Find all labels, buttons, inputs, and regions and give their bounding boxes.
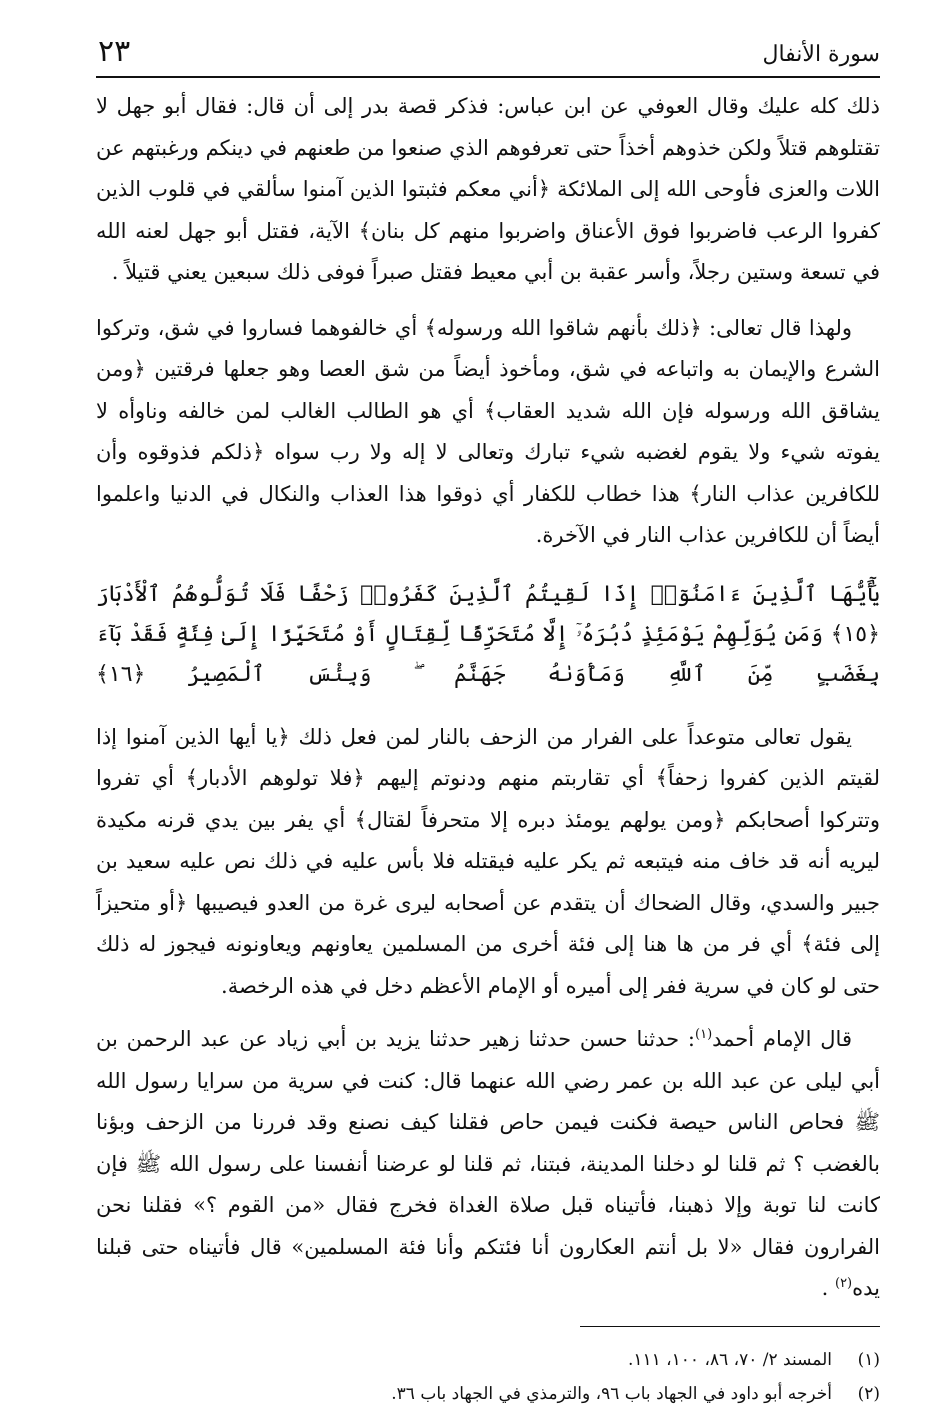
footnote-number: (١): [857, 1349, 880, 1370]
footnote-text: أخرجه أبو داود في الجهاد باب ٩٦، والترمذي في الجهاد باب ٣٦.: [391, 1383, 832, 1404]
footnotes: [96, 1343, 880, 1411]
paragraph-1: ذلك كله عليك وقال العوفي عن ابن عباس: فذكر قصة بدر إلى أن قال: فقال أبو جهل لا تقتلوهم قتلاً ولكن خذوهم أخذاً حتى تعرفوهم الذي صنعوا من طعنهم في دينكم ورغبتهم عن اللات والعزى فأوحى الله إلى الملائكة ﴿أني معكم فثبتوا الذين آمنوا سألقي في قلوب الذين كفروا الرعب فاضربوا فوق الأعناق واضربوا منهم كل بنان﴾ الآية، فقتل أبو جهل لعنه الله في تسعة وستين رجلاً، وأسر عقبة بن أبي معيط فقتل صبراً فوفى ذلك سبعين يعني قتيلاً .: [96, 94, 880, 284]
page-number: ٢٣: [98, 34, 131, 69]
paragraph-4: [96, 1019, 880, 1310]
paragraph-4-start: قال الإمام أحمد: [712, 1027, 852, 1051]
paragraph-4-end: .: [821, 1276, 835, 1300]
paragraph-4-body: : حدثنا حسن حدثنا زهير حدثنا يزيد بن أبي زياد عن عبد الرحمن بن أبي ليلى عن عبد الله بن عمر رضي الله عنهما قال: كنت في سرية من سرايا رسول الله ﷺ فحاص الناس حيصة فكنت فيمن حاص فقلنا كيف نصنع وقد فررنا من الزحف وبؤنا بالغضب ؟ ثم قلنا لو دخلنا المدينة، فبتنا، ثم قلنا لو عرضنا أنفسنا على رسول الله ﷺ فإن كانت لنا توبة وإلا ذهبنا، فأتيناه قبل صلاة الغداة فخرج فقال «من القوم ؟» فقلنا نحن الفرارون فقال «لا بل أنتم العكارون أنا فئتكم وأنا فئة المسلمين» قال فأتيناه حتى قبلنا يده: [96, 1027, 880, 1300]
paragraph-2: ولهذا قال تعالى: ﴿ذلك بأنهم شاقوا الله ورسوله﴾ أي خالفوهما فساروا في شق، وتركوا الشرع والإيمان به واتباعه في شق، ومأخوذ أيضاً من شق العصا وهو جعلها فرقتين ﴿ومن يشاقق الله ورسوله فإن الله شديد العقاب﴾ أي هو الطالب الغالب لمن خالفه وناوأه لا يفوته شيء ولا يقوم لغضبه شيء تبارك وتعالى لا إله ولا رب سواه ﴿ذلكم فذوقوه وأن للكافرين عذاب النار﴾ هذا خطاب للكفار أي ذوقوا هذا العذاب والنكال في الدنيا واعلموا أيضاً أن للكافرين عذاب النار في الآخرة.: [96, 315, 880, 547]
paragraph-3: يقول تعالى متوعداً على الفرار من الزحف بالنار لمن فعل ذلك ﴿يا أيها الذين آمنوا إذا لقيتم الذين كفروا زحفاً﴾ أي تقاربتم منهم ودنوتم إليهم ﴿فلا تولوهم الأدبار﴾ أي تفروا وتتركوا أصحابكم ﴿ومن يولهم يومئذ دبره إلا متحرفاً لقتال﴾ أي يفر بين يدي قرنه مكيدة ليريه أنه قد خاف منه فيتبعه ثم يكر عليه فيقتله فلا بأس عليه في ذلك نص عليه سعيد بن جبير والسدي، وقال الضحاك أن يتقدم عن أصحابه ليرى غرة من العدو فيصيبها ﴿أو متحيزاً إلى فئة﴾ أي فر من ها هنا إلى فئة أخرى من المسلمين يعاونهم ويعاونونه فيجوز له ذلك حتى لو كان في سرية ففر إلى أميره أو الإمام الأعظم دخل في هذه الرخصة.: [96, 724, 880, 998]
footnote-2: [96, 1377, 880, 1411]
footnote-text: المسند ٢/ ٧٠، ٨٦، ١٠٠، ١١١.: [627, 1349, 832, 1370]
footnote-divider: [580, 1326, 880, 1327]
running-title: سورة الأنفال: [762, 42, 880, 67]
footnote-number: (٢): [857, 1383, 880, 1404]
footnote-ref-1: (١): [695, 1027, 713, 1042]
footnote-ref-2: (٢): [834, 1276, 853, 1291]
quran-verse: يَٰٓأَيُّهَا ٱلَّذِينَ ءَامَنُوٓا۟ إِذَا لَقِيتُمُ ٱلَّذِينَ كَفَرُوا۟ زَحْفًا فَلَا تُوَلُّوهُمُ ٱلْأَدْبَارَ ﴿١٥﴾ وَمَن يُوَلِّهِمْ يَوْمَئِذٍ دُبُرَهُۥٓ إِلَّا مُتَحَرِّفًا لِّقِتَالٍ أَوْ مُتَحَيِّزًا إِلَىٰ فِئَةٍ فَقَدْ بَآءَ بِغَضَبٍ مِّنَ ٱللَّهِ وَمَأْوَىٰهُ جَهَنَّمُ ۖ وَبِئْسَ ٱلْمَصِيرُ ﴿١٦﴾: [96, 581, 880, 687]
book-page: [96, 28, 880, 1411]
footnote-1: [96, 1343, 880, 1377]
page-header: [96, 28, 880, 78]
